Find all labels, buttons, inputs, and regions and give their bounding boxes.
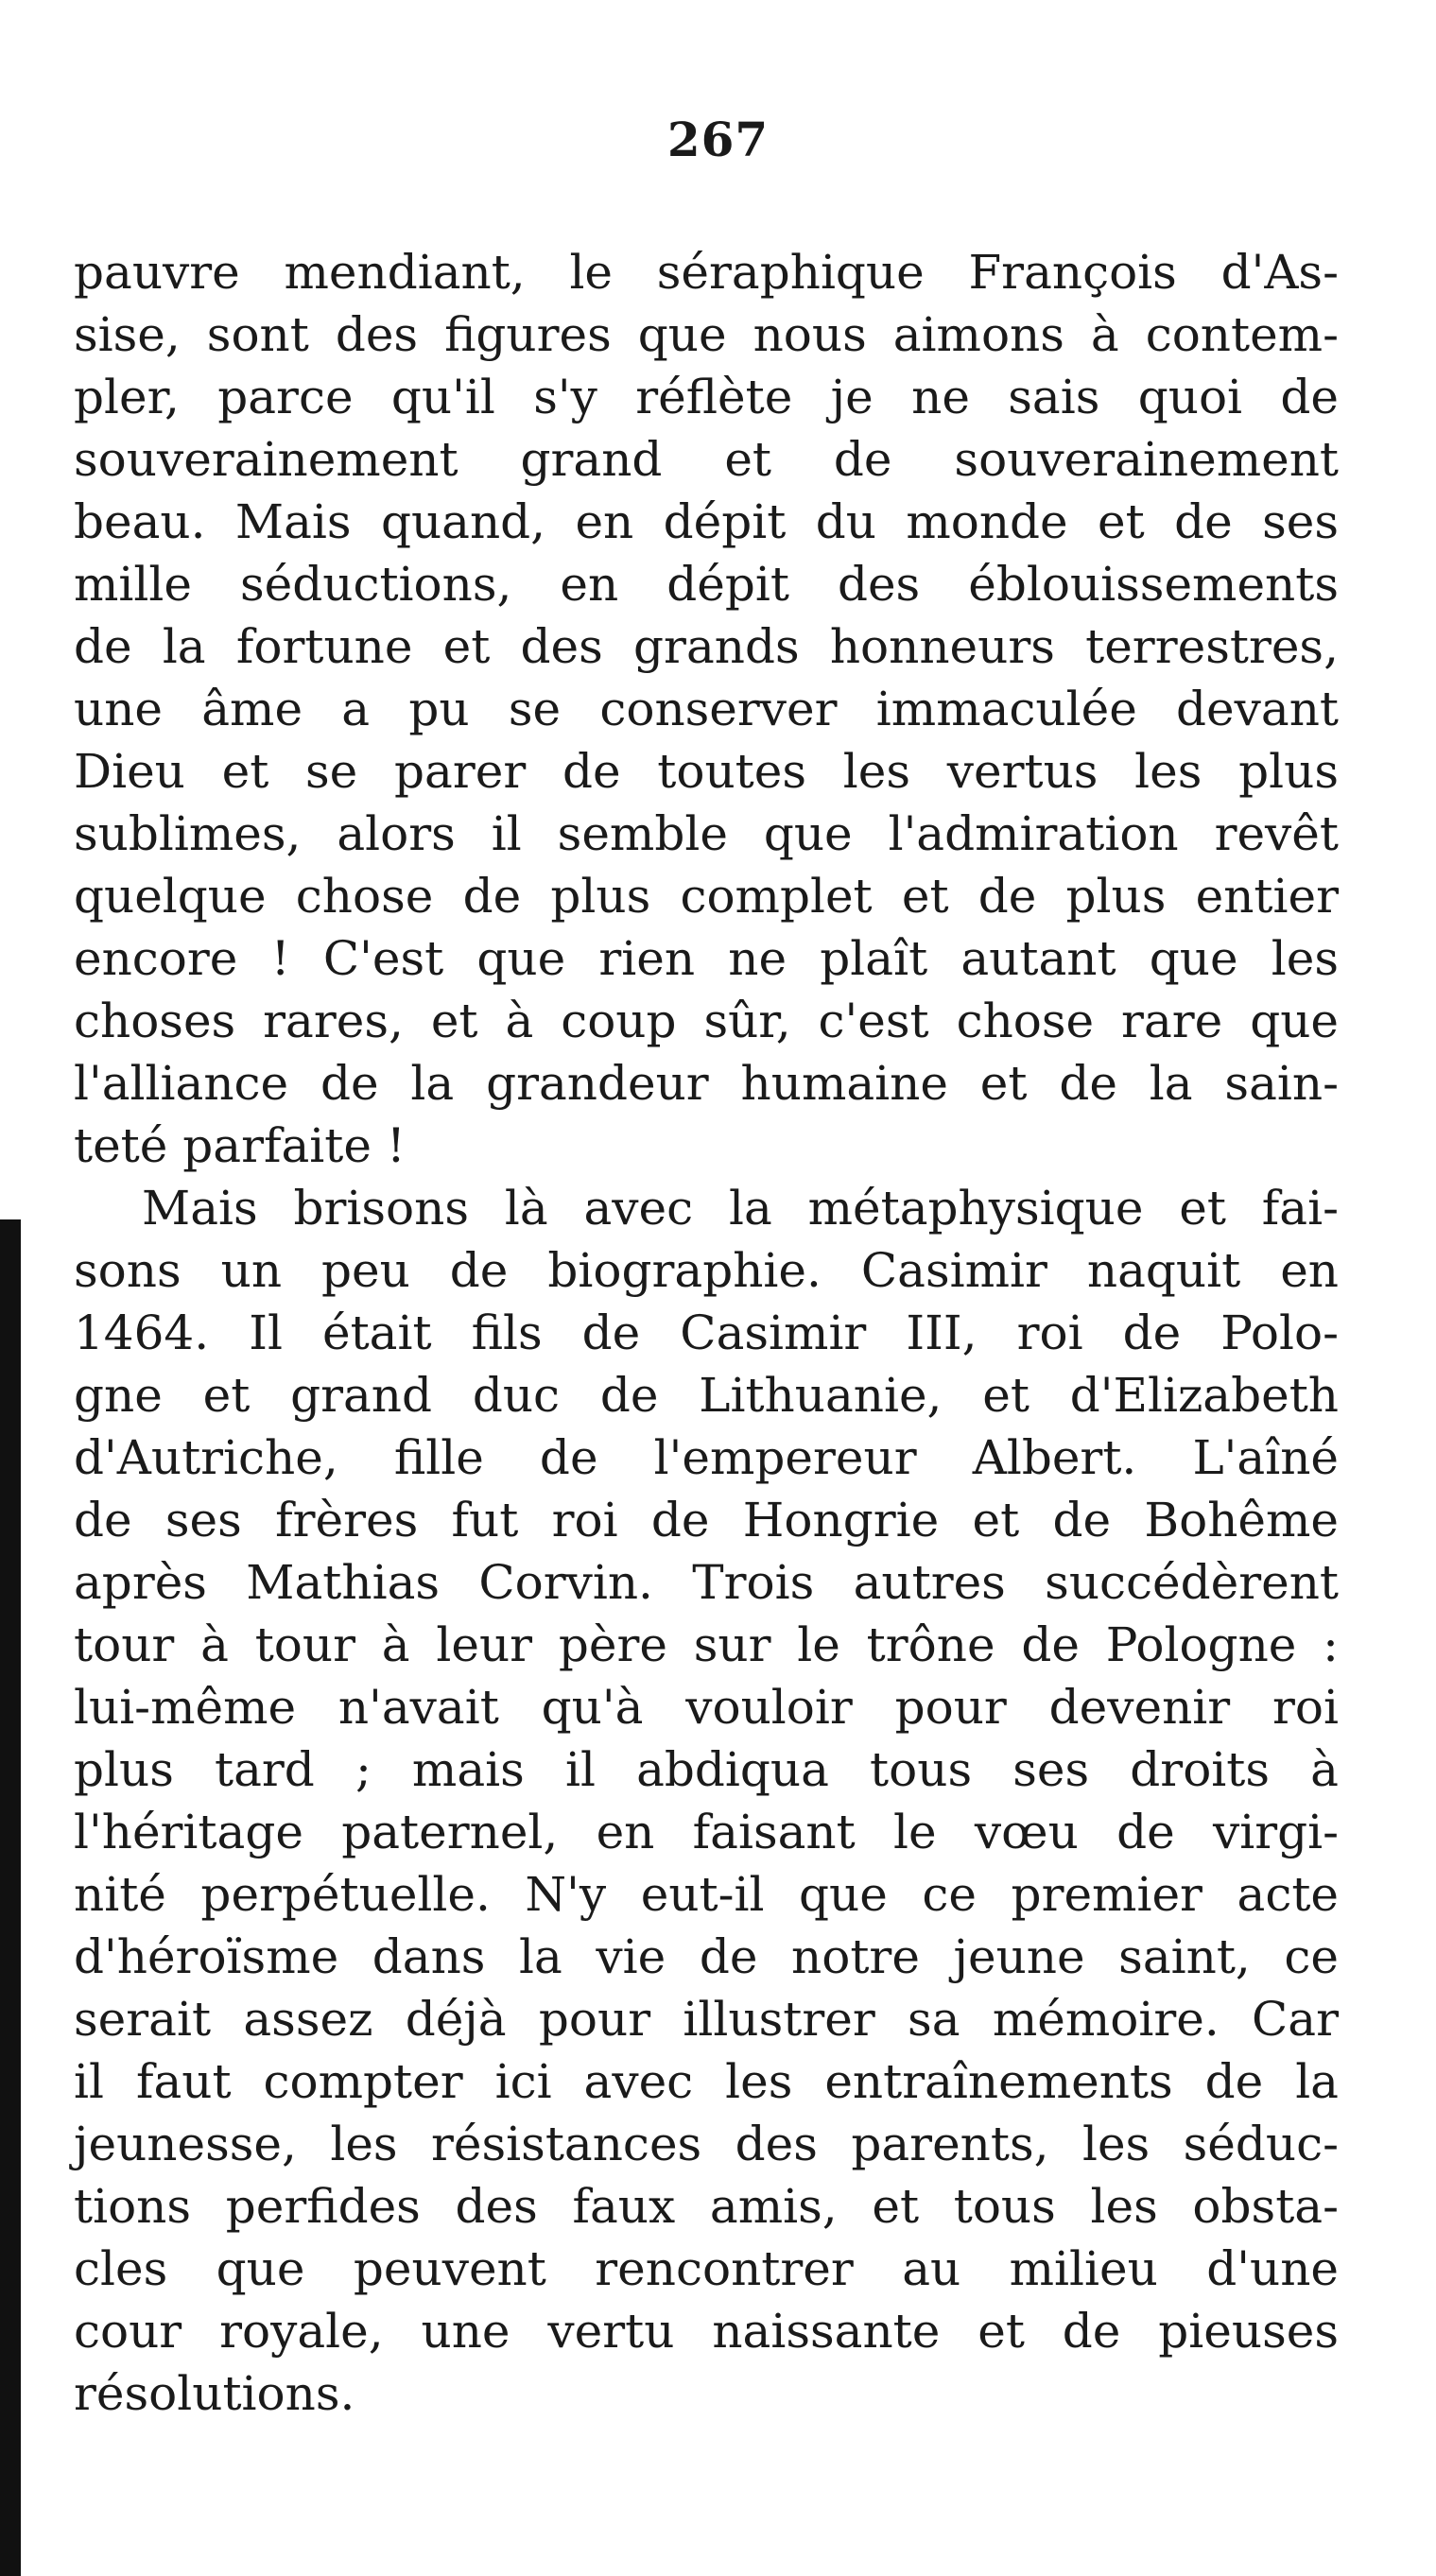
text-line: lui-même n'avait qu'à vouloir pour devenir roi bbox=[74, 1680, 1339, 1735]
text-line: plus tard ; mais il abdiqua tous ses droits à bbox=[74, 1742, 1339, 1797]
text-line: cles que peuvent rencontrer au milieu d'une bbox=[74, 2241, 1339, 2296]
paragraph-1 bbox=[74, 241, 1339, 1177]
text-line: après Mathias Corvin. Trois autres succédèrent bbox=[74, 1555, 1339, 1610]
body-text bbox=[74, 241, 1339, 2425]
text-line: nité perpétuelle. N'y eut-il que ce premier acte bbox=[74, 1867, 1339, 1922]
text-line: gne et grand duc de Lithuanie, et d'Elizabeth bbox=[74, 1368, 1339, 1423]
text-line: pauvre mendiant, le séraphique François d'As- bbox=[74, 245, 1339, 300]
text-line: sise, sont des figures que nous aimons à contem- bbox=[74, 307, 1339, 362]
text-line: de ses frères fut roi de Hongrie et de Bohême bbox=[74, 1493, 1339, 1547]
text-line: cour royale, une vertu naissante et de pieuses bbox=[74, 2304, 1339, 2359]
text-line: encore ! C'est que rien ne plaît autant que les bbox=[74, 931, 1339, 986]
text-line: teté parfaite ! bbox=[74, 1118, 406, 1173]
text-line: choses rares, et à coup sûr, c'est chose rare que bbox=[74, 994, 1339, 1048]
text-line: serait assez déjà pour illustrer sa mémoire. Car bbox=[74, 1992, 1339, 2047]
text-line: Mais brisons là avec la métaphysique et fai- bbox=[142, 1181, 1339, 1236]
text-line: résolutions. bbox=[74, 2366, 355, 2421]
text-line: sublimes, alors il semble que l'admiration revêt bbox=[74, 806, 1339, 861]
binding-edge-shadow bbox=[0, 1219, 21, 2576]
text-line: jeunesse, les résistances des parents, les séduc- bbox=[74, 2117, 1339, 2171]
text-line: une âme a pu se conserver immaculée devant bbox=[74, 682, 1339, 736]
text-line: quelque chose de plus complet et de plus entier bbox=[74, 869, 1339, 924]
text-line: souverainement grand et de souverainement bbox=[74, 432, 1339, 487]
text-line: il faut compter ici avec les entraînements de la bbox=[74, 2054, 1339, 2109]
text-line: l'alliance de la grandeur humaine et de la sain- bbox=[74, 1056, 1339, 1111]
text-line: sons un peu de biographie. Casimir naquit en bbox=[74, 1243, 1339, 1298]
text-line: beau. Mais quand, en dépit du monde et de ses bbox=[74, 494, 1339, 549]
text-line: mille séductions, en dépit des éblouissements bbox=[74, 557, 1339, 612]
text-line: pler, parce qu'il s'y réflète je ne sais quoi de bbox=[74, 370, 1339, 424]
paragraph-2 bbox=[74, 1177, 1339, 2425]
text-line: d'Autriche, fille de l'empereur Albert. L'aîné bbox=[74, 1430, 1339, 1485]
text-line: d'héroïsme dans la vie de notre jeune saint, ce bbox=[74, 1929, 1339, 1984]
text-line: de la fortune et des grands honneurs terrestres, bbox=[74, 619, 1339, 674]
text-line: Dieu et se parer de toutes les vertus les plus bbox=[74, 744, 1339, 799]
text-line: tour à tour à leur père sur le trône de Pologne : bbox=[74, 1617, 1339, 1672]
page-number: 267 bbox=[666, 112, 770, 167]
text-line: l'héritage paternel, en faisant le vœu de virgi- bbox=[74, 1805, 1339, 1859]
text-line: 1464. Il était fils de Casimir III, roi de Polo- bbox=[74, 1305, 1339, 1360]
text-line: tions perfides des faux amis, et tous les obsta- bbox=[74, 2179, 1339, 2234]
